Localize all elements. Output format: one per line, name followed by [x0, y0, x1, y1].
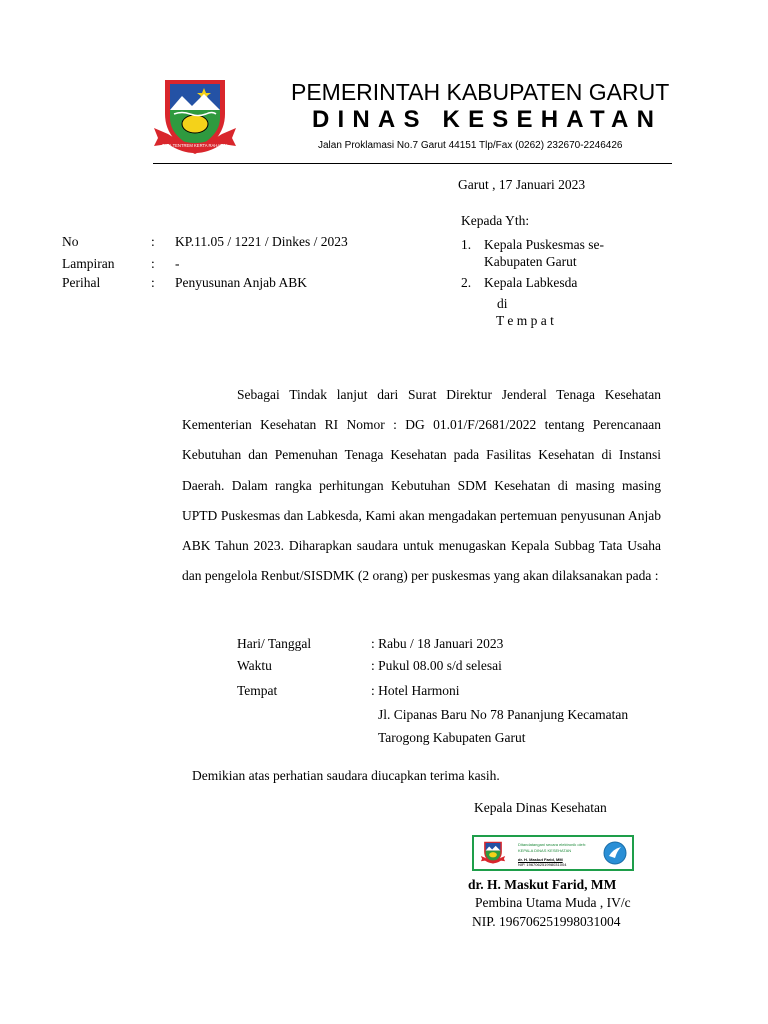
- recipient-di: di: [497, 296, 508, 311]
- schedule-time-value: : Pukul 08.00 s/d selesai: [371, 658, 502, 673]
- meta-value-perihal: Penyusunan Anjab ABK: [175, 275, 308, 290]
- body-paragraph: Sebagai Tindak lanjut dari Surat Direktur Jenderal Tenaga Kesehatan Kementerian Kesehatan RI Nomor : DG 01.01/F/2681/2022 tentang Perencanaan Kebutuhan dan Pemenuhan Tenaga Kesehatan pada Fasilitas Kesehatan di Instansi Daerah. Dalam rangka perhitungan Kebutuhan SDM Kesehatan di masing masing UPTD Puskesmas dan Labkesda, Kami akan mengadakan pertemuan penyusunan Anjab ABK Tahun 2023. Diharapkan saudara untuk menugaskan Kepala Subbag Tata Usaha dan pengelola Renbut/SISDMK (2 orang) per puskesmas yang akan dilaksanakan pada :: [182, 387, 661, 584]
- meta-value-no: KP.11.05 / 1221 / Dinkes / 2023: [175, 234, 348, 249]
- recipient-1-line1: Kepala Puskesmas se-: [484, 237, 604, 252]
- bsre-seal-icon: [603, 841, 627, 865]
- electronic-signature-stamp: [472, 835, 634, 871]
- letterhead-divider: [153, 163, 672, 164]
- meta-sep-no: :: [151, 234, 155, 249]
- recipient-salutation: Kepada Yth:: [461, 213, 530, 228]
- stamp-nip-text: NIP. 196706251998031004: [518, 862, 567, 867]
- schedule-place-address-2: Tarogong Kabupaten Garut: [378, 730, 526, 745]
- government-heading: PEMERINTAH KABUPATEN GARUT: [291, 79, 670, 105]
- signature-title: Kepala Dinas Kesehatan: [474, 800, 607, 815]
- schedule-place-address-1: Jl. Cipanas Baru No 78 Pananjung Kecamatan: [378, 707, 629, 722]
- recipient-2-line1: Kepala Labkesda: [484, 275, 578, 290]
- meta-label-lampiran: Lampiran: [62, 256, 115, 271]
- meta-label-no: No: [62, 234, 79, 249]
- recipient-tempat: T e m p a t: [496, 313, 554, 328]
- signatory-name: dr. H. Maskut Farid, MM: [468, 877, 617, 892]
- schedule-time-label: Waktu: [237, 658, 272, 673]
- letter-date: Garut , 17 Januari 2023: [458, 177, 586, 192]
- stamp-name-text: dr. H. Maskut Farid, MM: [518, 857, 563, 862]
- meta-label-perihal: Perihal: [62, 275, 101, 290]
- schedule-day-label: Hari/ Tanggal: [237, 636, 312, 651]
- schedule-place-label: Tempat: [237, 683, 278, 698]
- emblem-motto: TATA TENTREM KERTA RAHARJA: [161, 143, 229, 148]
- agency-address: Jalan Proklamasi No.7 Garut 44151 Tlp/Fax (0262) 232670-2246426: [318, 140, 623, 151]
- closing-sentence: Demikian atas perhatian saudara diucapkan terima kasih.: [192, 768, 500, 783]
- schedule-day-value: : Rabu / 18 Januari 2023: [371, 636, 504, 651]
- stamp-signed-by-text: Ditandatangani secara elektronik oleh:: [518, 842, 587, 847]
- agency-heading: DINAS KESEHATAN: [312, 106, 663, 133]
- letter-body: [182, 380, 661, 591]
- schedule-place-value: : Hotel Harmoni: [371, 683, 460, 698]
- meta-sep-lampiran: :: [151, 256, 155, 271]
- stamp-office-text: KEPALA DINAS KESEHATAN: [518, 848, 572, 853]
- recipient-2-number: 2.: [461, 275, 472, 290]
- emblem-gong: [182, 115, 208, 133]
- meta-sep-perihal: :: [151, 275, 155, 290]
- garut-regency-emblem: [152, 74, 238, 162]
- stamp-emblem-icon: [480, 840, 506, 866]
- recipient-1-number: 1.: [461, 237, 472, 252]
- recipient-1-line2: Kabupaten Garut: [484, 254, 577, 269]
- meta-value-lampiran: -: [175, 256, 180, 271]
- signatory-rank: Pembina Utama Muda , IV/c: [475, 895, 631, 910]
- signatory-nip: NIP. 196706251998031004: [472, 914, 621, 929]
